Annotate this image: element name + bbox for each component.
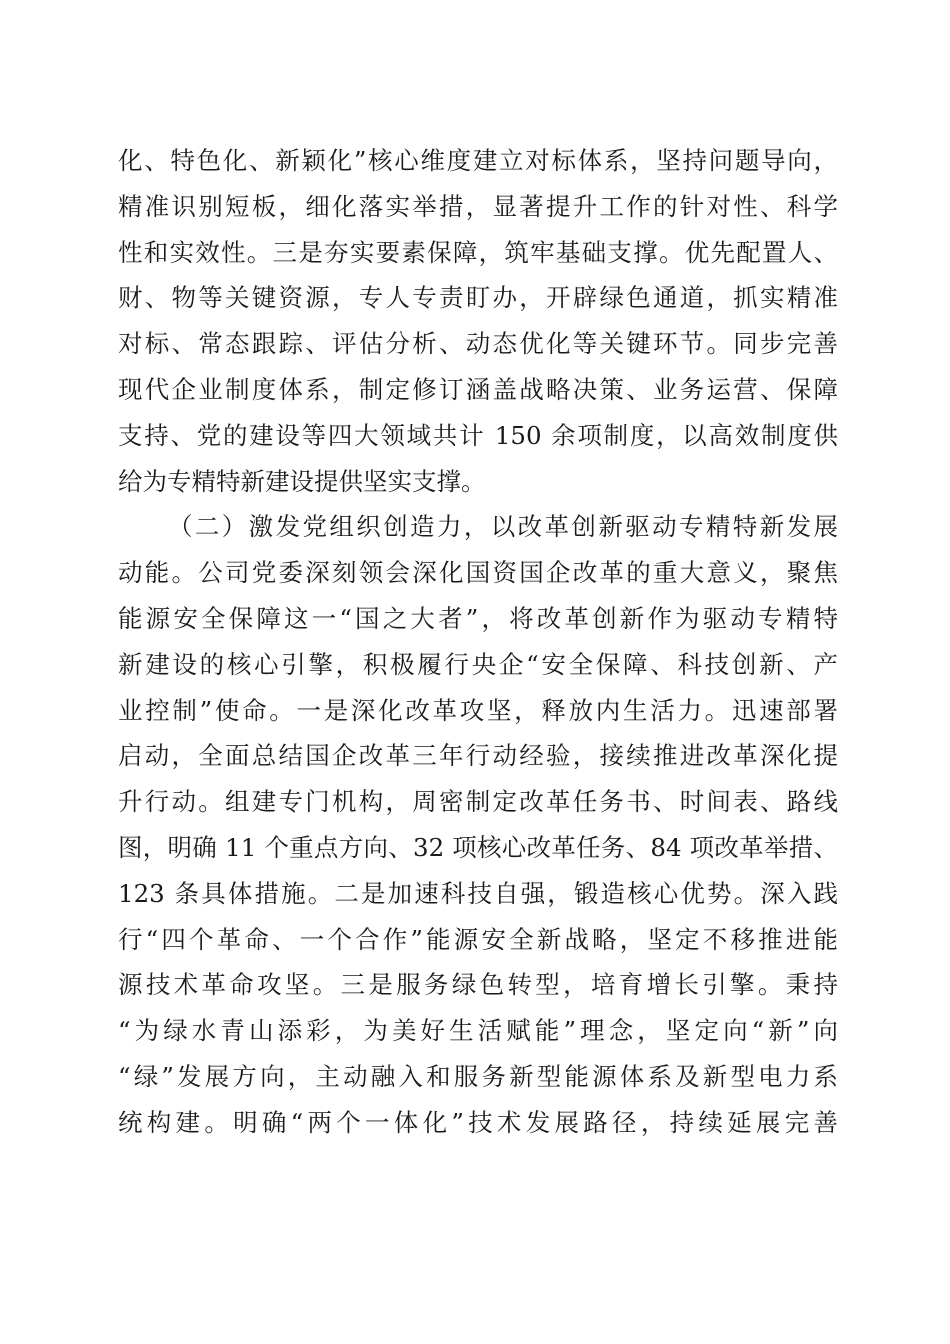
text-line: 图，明确 11 个重点方向、32 项核心改革任务、84 项改革举措、 [118, 832, 838, 862]
text-line: 现代企业制度体系，制定修订涵盖战略决策、业务运营、保障 [118, 374, 838, 404]
text-line: 行“四个革命、一个合作”能源安全新战略，坚定不移推进能 [118, 924, 838, 954]
text-line: 化、特色化、新颖化”核心维度建立对标体系，坚持问题导向， [118, 146, 838, 175]
text-line: 给为专精特新建设提供坚实支撑。 [118, 466, 486, 496]
text-line: 支持、党的建设等四大领域共计 150 余项制度，以高效制度供 [118, 420, 838, 450]
text-line: 升行动。组建专门机构，周密制定改革任务书、时间表、路线 [118, 787, 838, 817]
text-line: 精准识别短板，细化落实举措，显著提升工作的针对性、科学 [118, 191, 838, 221]
text-line: 业控制”使命。一是深化改革攻坚，释放内生活力。迅速部署 [118, 695, 838, 725]
text-line: 源技术革命攻坚。三是服务绿色转型，培育增长引擎。秉持 [118, 970, 838, 1000]
text-line: 财、物等关键资源，专人专责盯办，开辟绿色通道，抓实精准 [118, 283, 838, 313]
text-line: 对标、常态跟踪、评估分析、动态优化等关键环节。同步完善 [118, 329, 838, 359]
text-line: 新建设的核心引擎，积极履行央企“安全保障、科技创新、产 [118, 649, 838, 679]
text-line: “为绿水青山添彩，为美好生活赋能”理念，坚定向“新”向 [118, 1016, 838, 1046]
text-line: “绿”发展方向，主动融入和服务新型能源体系及新型电力系 [118, 1061, 838, 1091]
text-line: 123 条具体措施。二是加速科技自强，锻造核心优势。深入践 [118, 878, 838, 908]
text-line: 性和实效性。三是夯实要素保障，筑牢基础支撑。优先配置人、 [118, 237, 838, 267]
section-heading-line: （二）激发党组织创造力，以改革创新驱动专精特新发展 [168, 512, 838, 542]
body-text [118, 138, 838, 1146]
text-line: 统构建。明确“两个一体化”技术发展路径，持续延展完善 [118, 1107, 838, 1137]
text-line: 动能。公司党委深刻领会深化国资国企改革的重大意义，聚焦 [118, 558, 838, 588]
text-line: 能源安全保障这一“国之大者”，将改革创新作为驱动专精特 [118, 603, 838, 633]
text-line: 启动，全面总结国企改革三年行动经验，接续推进改革深化提 [118, 741, 838, 771]
